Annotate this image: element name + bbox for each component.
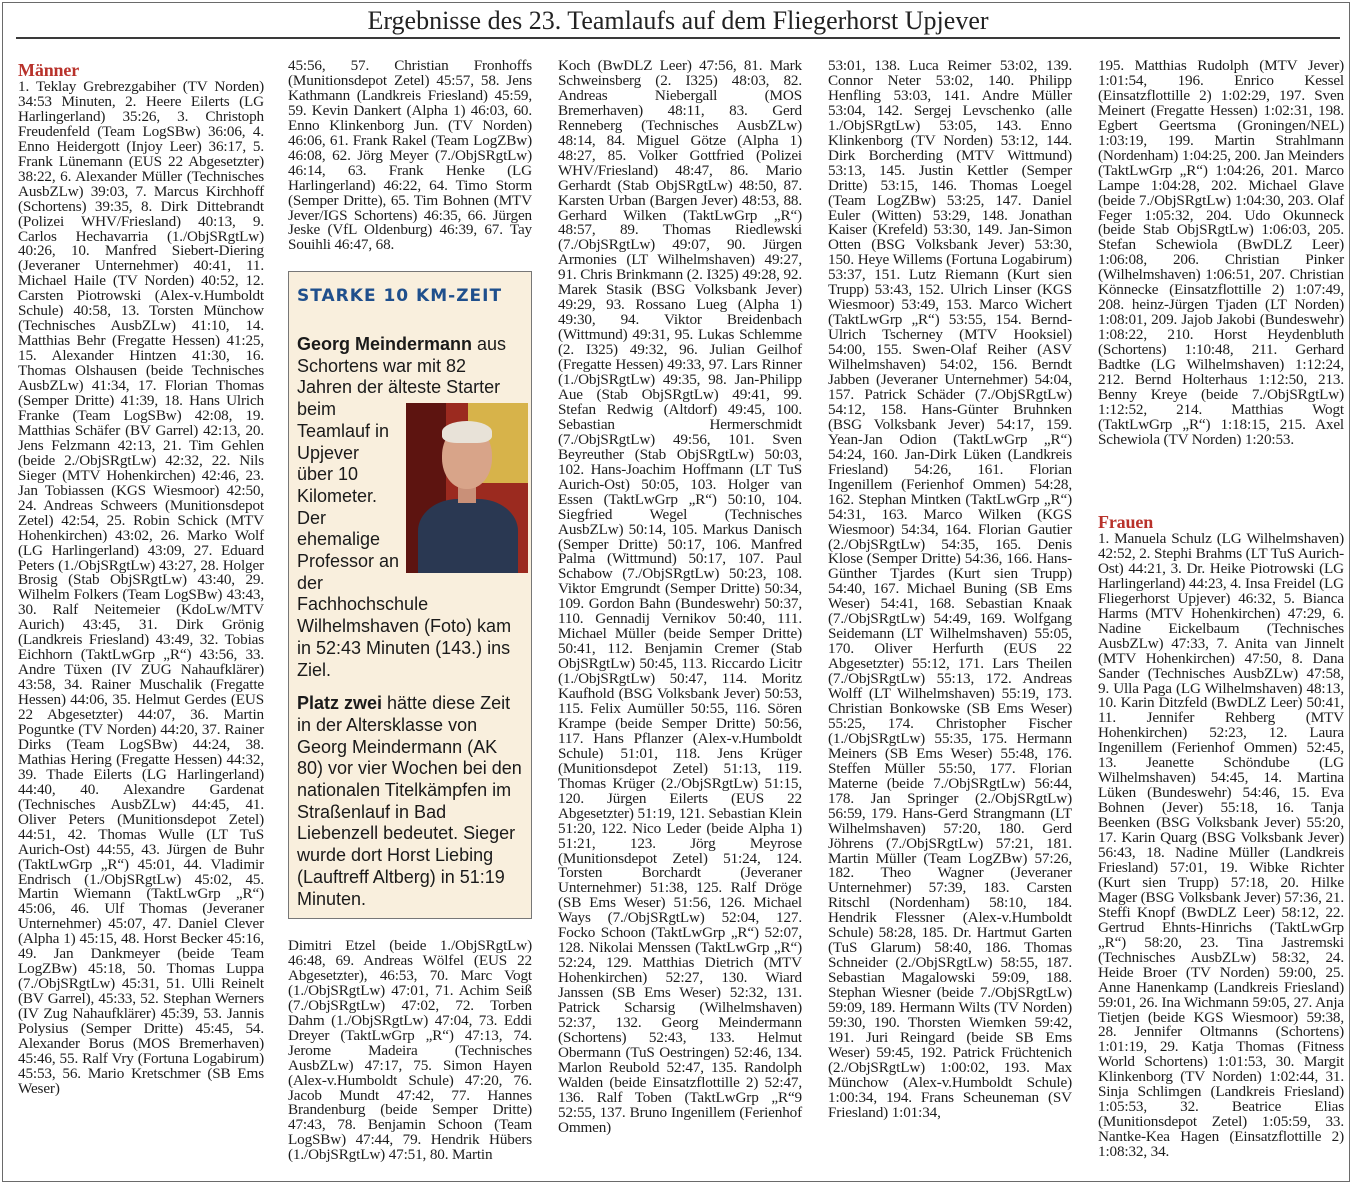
results-text-maenner-4: Koch (BwDLZ Leer) 47:56, 81. Mark Schweinsberg (2. I325) 48:03, 82. Andreas Niebergall (MOS Bremerhaven) 48:11, 83. Gerd Renneberg (Technisches AusbZLw) 48:14, 84. Miguel Götze (Alpha 1) 48:27, 85. Volker Gottfried (Polizei WHV/Friesland) 48:47, 86. Mario Gerhardt (Stab ObjSRgtLw) 48:50, 87. Karsten Urban (Bargen Jever) 48:53, 88. Gerhard Wilken (TaktLwGrp „R“) 48:57, 89. Thomas Riedlewski (7./ObjSRgtLw) 49:07, 90. Jürgen Armonies (LT Wilhelmshaven) 49:27, 91. Chris Brinkmann (2. I325) 49:28, 92. Marek Stasik (BSG Volksbank Jever) 49:29, 93. Rossano Lueg (Alpha 1) 49:30, 94. Viktor Breidenbach (Wittmund) 49:31, 95. Lukas Schlemme (2. I325) 49:32, 96. Julian Geilhof (Fregatte Hessen) 49:33, 97. Lars Rinner (1./ObjSRgtLw) 49:35, 98. Jan-Philipp Aue (Stab ObjSRgtLw) 49:41, 99. Stefan Redwig (Altdorf) 49:45, 100. Sebastian Hermerschmidt (7./ObjSRgtLw) 49:56, 101. Sven Beyreuther (Stab ObjSRgtLw) 50:03, 102. Hans-Joachim Hoffmann (LT TuS Aurich-Ost) 50:05, 103. Holger van Essen (TaktLwGrp „R“) 50:10, 104. Siegfried Wegel (Technisches AusbZLw) 50:14, 105. Markus Danisch (Semper Dritte) 50:17, 106. Manfred Palma (Wittmund) 50:17, 107. Paul Schabow (7./ObjSRgtLw) 50:23, 108. Viktor Emgrundt (Semper Dritte) 50:34, 109. Gordon Bahn (Bundeswehr) 50:37, 110. Gennadij Vernikov 50:40, 111. Michael Müller (beide Semper Dritte) 50:41, 112. Benjamin Cremer (Stab ObjSRgtLw) 50:45, 113. Riccardo Licitr (1./ObjSRgtLw) 50:47, 114. Moritz Kaufhold (BSG Volksbank Jever) 50:53, 115. Felix Aumüller 50:55, 116. Sören Krampe (beide Semper Dritte) 50:56, 117. Hans Pflanzer (Alex-v.Humboldt Schule) 51:01, 118. Jens Krüger (Munitionsdepot Zetel) 51:13, 119. Thomas Krüger (2./ObjSRgtLw) 51:15, 120. Jürgen Eilerts (EUS 22 Abgesetzter) 51:19, 121. Sebastian Klein 51:20, 122. Nico Leder (beide Alpha 1) 51:21, 123. Jörg Meyrose (Munitionsdepot Zetel) 51:24, 124. Torsten Borchardt (Jeveraner Unternehmer) 51:38, 125. Ralf Dröge (SB Ems Weser) 51:56, 126. Michael Ways (7./ObjSRgtLw) 52:04, 127. Focko Schoon (TaktLwGrp „R“) 52:07, 128. Nikolai Menssen (TaktLwGrp „R“) 52:24, 129. Matthias Dietrich (MTV Hohenkirchen) 52:27, 130. Wiard Janssen (SB Ems Weser) 52:32, 131. Patrick Scharsig (Wilhelmshaven) 52:37, 132. Georg Meindermann (Schortens) 52:43, 133. Helmut Obermann (TuS Oestringen) 52:46, 134. Marlon Reubold 52:47, 135. Randolph Walden (beide Einsatzflottille 2) 52:47, 136. Ralf Toben (TaktLwGrp „R“9 52:55, 137. Bruno Ingenillem (Ferienhof Ommen) [558, 57, 802, 1136]
article-headline: Ergebnisse des 23. Teamlaufs auf dem Fliegerhorst Upjever [367, 6, 989, 35]
results-column-1 [18, 60, 264, 1097]
info-box-paragraph-1: Georg Meindermann aus Schortens war mit 82 Jahren der älteste Starter beim Teamlauf in Upjever über 10 Kilometer. Der ehemalige Professor an der Fachhochschule Wilhelmshaven (Foto) kam in 52:43 Minuten (143.) ins Ziel. [297, 334, 525, 681]
info-box-highlight: Platz zwei [297, 693, 383, 714]
results-column-3 [558, 59, 802, 1136]
info-box [288, 271, 532, 919]
info-box-name: Georg Meindermann [297, 334, 473, 354]
results-column-2-bottom [288, 939, 532, 1163]
results-text-maenner-6: 195. Matthias Rudolph (MTV Jever) 1:01:54, 196. Enrico Kessel (Einsatzflottille 2) 1:02:29, 197. Sven Meinert (Fregatte Hessen) 1:02:31, 198. Egbert Geertsma (Groningen/NEL) 1:03:19, 199. Martin Strahlmann (Nordenham) 1:04:25, 200. Jan Meinders (TaktLwGrp „R“) 1:04:26, 201. Marco Lampe 1:04:28, 202. Michael Glave (beide 7./ObjSRgtLw) 1:04:30, 203. Olaf Feger 1:05:32, 204. Udo Okunneck (beide Stab ObjSRgtLw) 1:06:03, 205. Stefan Schewiola (BwDLZ Leer) 1:06:08, 206. Christian Pinker (Wilhelmshaven) 1:06:51, 207. Christian Könnecke (Einsatzflottille 2) 1:07:49, 208. heinz-Jürgen Tjaden (LT Norden) 1:08:01, 209. Jajob Jakobi (Bundeswehr) 1:08:22, 210. Horst Heydenbluth (Schortens) 1:10:48, 211. Gerhard Badtke (LG Wilhelmshaven) 1:12:24, 212. Bernd Holterhaus 1:12:50, 213. Benny Kreye (beide 7./ObjSRgtLw) 1:12:52, 214. Matthias Wogt (TaktLwGrp „R“) 1:18:15, 215. Axel Schewiola (TV Norden) 1:20:53. [1098, 57, 1344, 448]
results-column-5-frauen [1098, 512, 1344, 1160]
results-text-maenner-3: Dimitri Etzel (beide 1./ObjSRgtLw) 46:48, 69. Andreas Wölfel (EUS 22 Abgesetzter), 46:53, 70. Marc Vogt (1./ObjSRgtLw) 47:01, 71. Achim Seiß (7./ObjSRgtLw) 47:02, 72. Torben Dahm (1./ObjSRgtLw) 47:04, 73. Eddi Dreyer (TaktLwGrp „R“) 47:13, 74. Jerome Madeira (Technisches AusbZLw) 47:17, 75. Simon Hayen (Alex-v.Humboldt Schule) 47:20, 76. Jacob Mundt 47:42, 77. Hannes Brandenburg (beide Semper Dritte) 47:43, 78. Benjamin Schoon (Team LogSBw) 47:44, 79. Hendrik Hübers (1./ObjSRgtLw) 47:51, 80. Martin [288, 937, 532, 1164]
results-column-4 [828, 59, 1072, 1121]
results-text-maenner-5: 53:01, 138. Luca Reimer 53:02, 139. Connor Neter 53:02, 140. Philipp Henfling 53:03, 141. Andre Müller 53:04, 142. Sergej Levschenko (alle 1./ObjSRgtLw) 53:05, 143. Enno Klinkenborg (TV Norden) 53:12, 144. Dirk Borcherding (MTV Wittmund) 53:13, 145. Justin Kettler (Semper Dritte) 53:15, 146. Thomas Loegel (Team LogZBw) 53:25, 147. Daniel Euler (Witten) 53:29, 148. Jonathan Kaiser (Krefeld) 53:30, 149. Jan-Simon Otten (BSG Volksbank Jever) 53:30, 150. Heye Willems (Fortuna Logabirum) 53:37, 151. Lutz Riemann (Kurt sien Trupp) 53:43, 152. Ulrich Linser (KGS Wiesmoor) 53:49, 153. Marco Wichert (TaktLwGrp „R“) 53:55, 154. Bernd-Ulrich Tscherney (MTV Hooksiel) 54:00, 155. Swen-Olaf Reiher (ASV Wilhelmshaven) 54:02, 156. Berndt Jabben (Jeveraner Unternehmer) 54:04, 157. Patrick Schäder (7./ObjSRgtLw) 54:12, 158. Hans-Günter Bruhnken (BSG Volksbank Jever) 54:17, 159. Yean-Jan Odion (TaktLwGrp „R“) 54:24, 160. Jan-Dirk Lüken (Landkreis Friesland) 54:26, 161. Florian Ingenillem (Ferienhof Ommen) 54:28, 162. Stephan Mintken (TaktLwGrp „R“) 54:31, 163. Marco Wilken (KGS Wiesmoor) 54:34, 164. Florian Gautier (2./ObjSRgtLw) 54:35, 165. Denis Klose (Semper Dritte) 54:36, 166. Hans-Günther Tjardes (Kurt sien Trupp) 54:40, 167. Michael Buning (SB Ems Weser) 54:41, 168. Sebastian Knaak (7./ObjSRgtLw) 54:49, 169. Wolfgang Seidemann (LT Wilhelmshaven) 55:05, 170. Oliver Herfurth (EUS 22 Abgesetzter) 55:12, 171. Lars Theilen (7./ObjSRgtLw) 55:13, 172. Andreas Wolff (LT Wilhelmshaven) 55:19, 173. Christian Bonkowske (SB Ems Weser) 55:25, 174. Christopher Fischer (1./ObjSRgtLw) 55:35, 175. Hermann Meiners (SB Ems Weser) 55:48, 176. Steffen Müller 55:50, 177. Florian Materne (beide 7./ObjSRgtLw) 56:44, 178. Jan Springer (2./ObjSRgtLw) 56:59, 179. Hans-Gerd Strangmann (LT Wilhelmshaven) 57:20, 180. Gerd Jöhrens (7./ObjSRgtLw) 57:21, 181. Martin Müller (Team LogZBw) 57:26, 182. Theo Wagner (Jeveraner Unternehmer) 57:39, 183. Carsten Ritschl (Nordenham) 58:10, 184. Hendrik Flessner (Alex-v.Humboldt Schule) 58:28, 185. Dr. Hartmut Garten (TuS Glarum) 58:40, 186. Thomas Schneider (2./ObjSRgtLw) 58:55, 187. Sebastian Magalowski 59:09, 188. Stephan Wiesner (beide 7./ObjSRgtLw) 59:09, 189. Hermann Wilts (TV Norden) 59:30, 190. Thorsten Wiemken 59:42, 191. Juri Reingard (beide SB Ems Weser) 59:45, 192. Patrick Früchtenich (2./ObjSRgtLw) 1:00:02, 193. Max Münchow (Alex-v.Humboldt Schule) 1:00:34, 194. Frans Scheuneman (SV Friesland) 1:01:34, [828, 57, 1072, 1121]
info-box-paragraph-2-text: hätte diese Zeit in der Altersklasse von Georg Meindermann (AK 80) vor vier Wochen bei den nationalen Titelkämpfen im Straßenlauf in Bad Liebenzell bedeutet. Sieger wurde dort Horst Liebing (Lauftreff Altberg) in 51:19 Minuten. [297, 693, 522, 909]
info-box-title: STARKE 10 KM-ZEIT [297, 286, 503, 306]
info-box-text [297, 334, 525, 910]
results-text-frauen: 1. Manuela Schulz (LG Wilhelmshaven) 42:52, 2. Stephi Brahms (LT TuS Aurich-Ost) 44:21, 3. Dr. Heike Piotrowski (LG Harlingerland) 44:23, 4. Insa Freidel (LG Fliegerhorst Upjever) 46:32, 5. Bianca Harms (MTV Hohenkirchen) 47:29, 6. Nadine Eickelbaum (Technisches AusbZLw) 47:33, 7. Anita van Jinnelt (MTV Hohenkirchen) 47:50, 8. Dana Sander (Technisches AusbZLw) 47:58, 9. Ulla Paga (LG Wilhelmshaven) 48:13, 10. Karin Ditzfeld (BwDLZ Leer) 50:41, 11. Jennifer Rehberg (MTV Hohenkirchen) 52:23, 12. Laura Ingenillem (Ferienhof Ommen) 52:45, 13. Jeanette Schöndube (LG Wilhelmshaven) 54:45, 14. Martina Lüken (Bundeswehr) 54:46, 15. Eva Bohnen (Jever) 55:18, 16. Tanja Beenken (BSG Volksbank Jever) 55:20, 17. Karin Quarg (BSG Volksbank Jever) 56:43, 18. Nadine Müller (Landkreis Friesland) 57:01, 19. Wibke Richter (Kurt sien Trupp) 57:18, 20. Hilke Mager (BSG Volksbank Jever) 57:36, 21. Steffi Knopf (BwDLZ Leer) 58:12, 22. Gertrud Ehnts-Hinrichs (TaktLwGrp „R“) 58:20, 23. Tina Jastremski (Technisches AusbZLw) 58:32, 24. Heide Broer (TV Norden) 59:00, 25. Anne Hanenkamp (Landkreis Friesland) 59:01, 26. Ina Wichmann 59:05, 27. Anja Tietjen (beide KGS Wiesmoor) 59:38, 28. Jennifer Oltmanns (Schortens) 1:01:19, 29. Katja Thomas (Fitness World Schortens) 1:01:53, 30. Margit Klinkenborg (TV Norden) 1:02:44, 31. Sinja Schlimgen (Landkreis Friesland) 1:05:53, 32. Beatrice Elias (Munitionsdepot Zetel) 1:05:59, 33. Nantke-Kea Hagen (Einsatzflottille 2) 1:08:32, 34. [1098, 530, 1344, 1161]
headline-rule [16, 37, 1340, 39]
section-heading-maenner: Männer [18, 60, 80, 80]
results-column-5 [1098, 59, 1344, 448]
section-heading-frauen: Frauen [1098, 512, 1154, 532]
results-column-2 [288, 59, 532, 253]
results-text-maenner-2: 45:56, 57. Christian Fronhoffs (Munitionsdepot Zetel) 45:57, 58. Jens Kathmann (Landkreis Friesland) 45:59, 59. Kevin Dankert (Alpha 1) 46:03, 60. Enno Klinkenborg Jun. (TV Norden) 46:06, 61. Frank Rakel (Team LogZBw) 46:08, 62. Jörg Meyer (7./ObjSRgtLw) 46:14, 63. Frank Henke (LG Harlingerland) 46:22, 64. Timo Storm (Semper Dritte), 65. Tim Bohnen (MTV Jever/IGS Schortens) 46:35, 66. Jürgen Jeske (VfL Oldenburg) 46:39, 67. Tay Souihli 46:47, 68. [288, 57, 532, 254]
runner-photo [406, 403, 528, 573]
info-box-paragraph-2 [297, 693, 525, 910]
results-text-maenner-1: 1. Teklay Grebrezgabiher (TV Norden) 34:53 Minuten, 2. Heere Eilerts (LG Harlingerland) 35:26, 3. Christoph Freudenfeld (Team LogSBw) 36:06, 4. Enno Heidergott (Injoy Leer) 36:17, 5. Frank Lünemann (EUS 22 Abgesetzter) 38:22, 6. Alexander Müller (Technisches AusbZLw) 39:03, 7. Marcus Kirchhoff (Schortens) 39:35, 8. Dirk Dittebrandt (Polizei WHV/Friesland) 40:13, 9. Carlos Hechavarria (1./ObjSRgtLw) 40:26, 10. Manfred Siebert-Diering (Jeveraner Unternehmer) 40:41, 11. Michael Haile (TV Norden) 40:52, 12. Carsten Piotrowski (Alex-v.Humboldt Schule) 40:58, 13. Torsten Münchow (Technisches AusbZLw) 41:10, 14. Matthias Behr (Fregatte Hessen) 41:25, 15. Alexander Hintzen 41:30, 16. Thomas Olshausen (beide Technisches AusbZLw) 41:34, 17. Florian Thomas (Semper Dritte) 41:39, 18. Hans Ulrich Franke (Team LogSBw) 42:08, 19. Matthias Schäfer (BV Garrel) 42:13, 20. Jens Felzmann 42:13, 21. Tim Gehlen (beide 2./ObjSRgtLw) 42:32, 22. Nils Sieger (MTV Hohenkirchen) 42:46, 23. Jan Tobiassen (KGS Wiesmoor) 42:50, 24. Andreas Schweers (Munitionsdepot Zetel) 42:54, 25. Robin Schick (MTV Hohenkirchen) 43:02, 26. Marko Wolf (LG Harlingerland) 43:09, 27. Eduard Peters (1./ObjSRgtLw) 43:27, 28. Holger Brosig (Stab ObjSRgtLw) 43:40, 29. Wilhelm Folkers (Team LogSBw) 43:43, 30. Ralf Neitemeier (KdoLw/MTV Aurich) 43:45, 31. Dirk Grönig (Landkreis Friesland) 43:49, 32. Tobias Eichhorn (TaktLwGrp „R“) 43:56, 33. Andre Tüxen (IV ZUG Nahaufklärer) 43:58, 34. Rainer Muschalik (Fregatte Hessen) 44:06, 35. Helmut Gerdes (EUS 22 Abgesetzter) 44:07, 36. Martin Poguntke (TV Norden) 44:20, 37. Rainer Dirks (Team LogSBw) 44:24, 38. Mathias Hering (Fregatte Hessen) 44:32, 39. Thade Eilerts (LG Harlingerland) 44:40, 40. Alexandre Gardenat (Technisches AusbZLw) 44:45, 41. Oliver Peters (Munitionsdepot Zetel) 44:51, 42. Thomas Wulle (LT TuS Aurich-Ost) 44:55, 43. Jürgen de Buhr (TaktLwGrp „R“) 45:01, 44. Vladimir Endrisch (1./ObjSRgtLw) 45:02, 45. Martin Wiemann (TaktLwGrp „R“) 45:06, 46. Ulf Thomas (Jeveraner Unternehmer) 45:07, 47. Daniel Clever (Alpha 1) 45:15, 48. Horst Becker 45:16, 49. Jan Dankmeyer (beide Team LogZBw) 45:18, 50. Thomas Luppa (7./ObjSRgtLw) 45:31, 51. Ulli Reinelt (BV Garrel), 45:33, 52. Stephan Werners (IV Zug Nahaufklärer) 45:39, 53. Jannis Polysius (Semper Dritte) 45:45, 54. Alexander Borus (MOS Bremerhaven) 45:46, 55. Ralf Vry (Fortuna Logabirum) 45:53, 56. Mario Kretschmer (SB Ems Weser) [18, 78, 264, 1097]
